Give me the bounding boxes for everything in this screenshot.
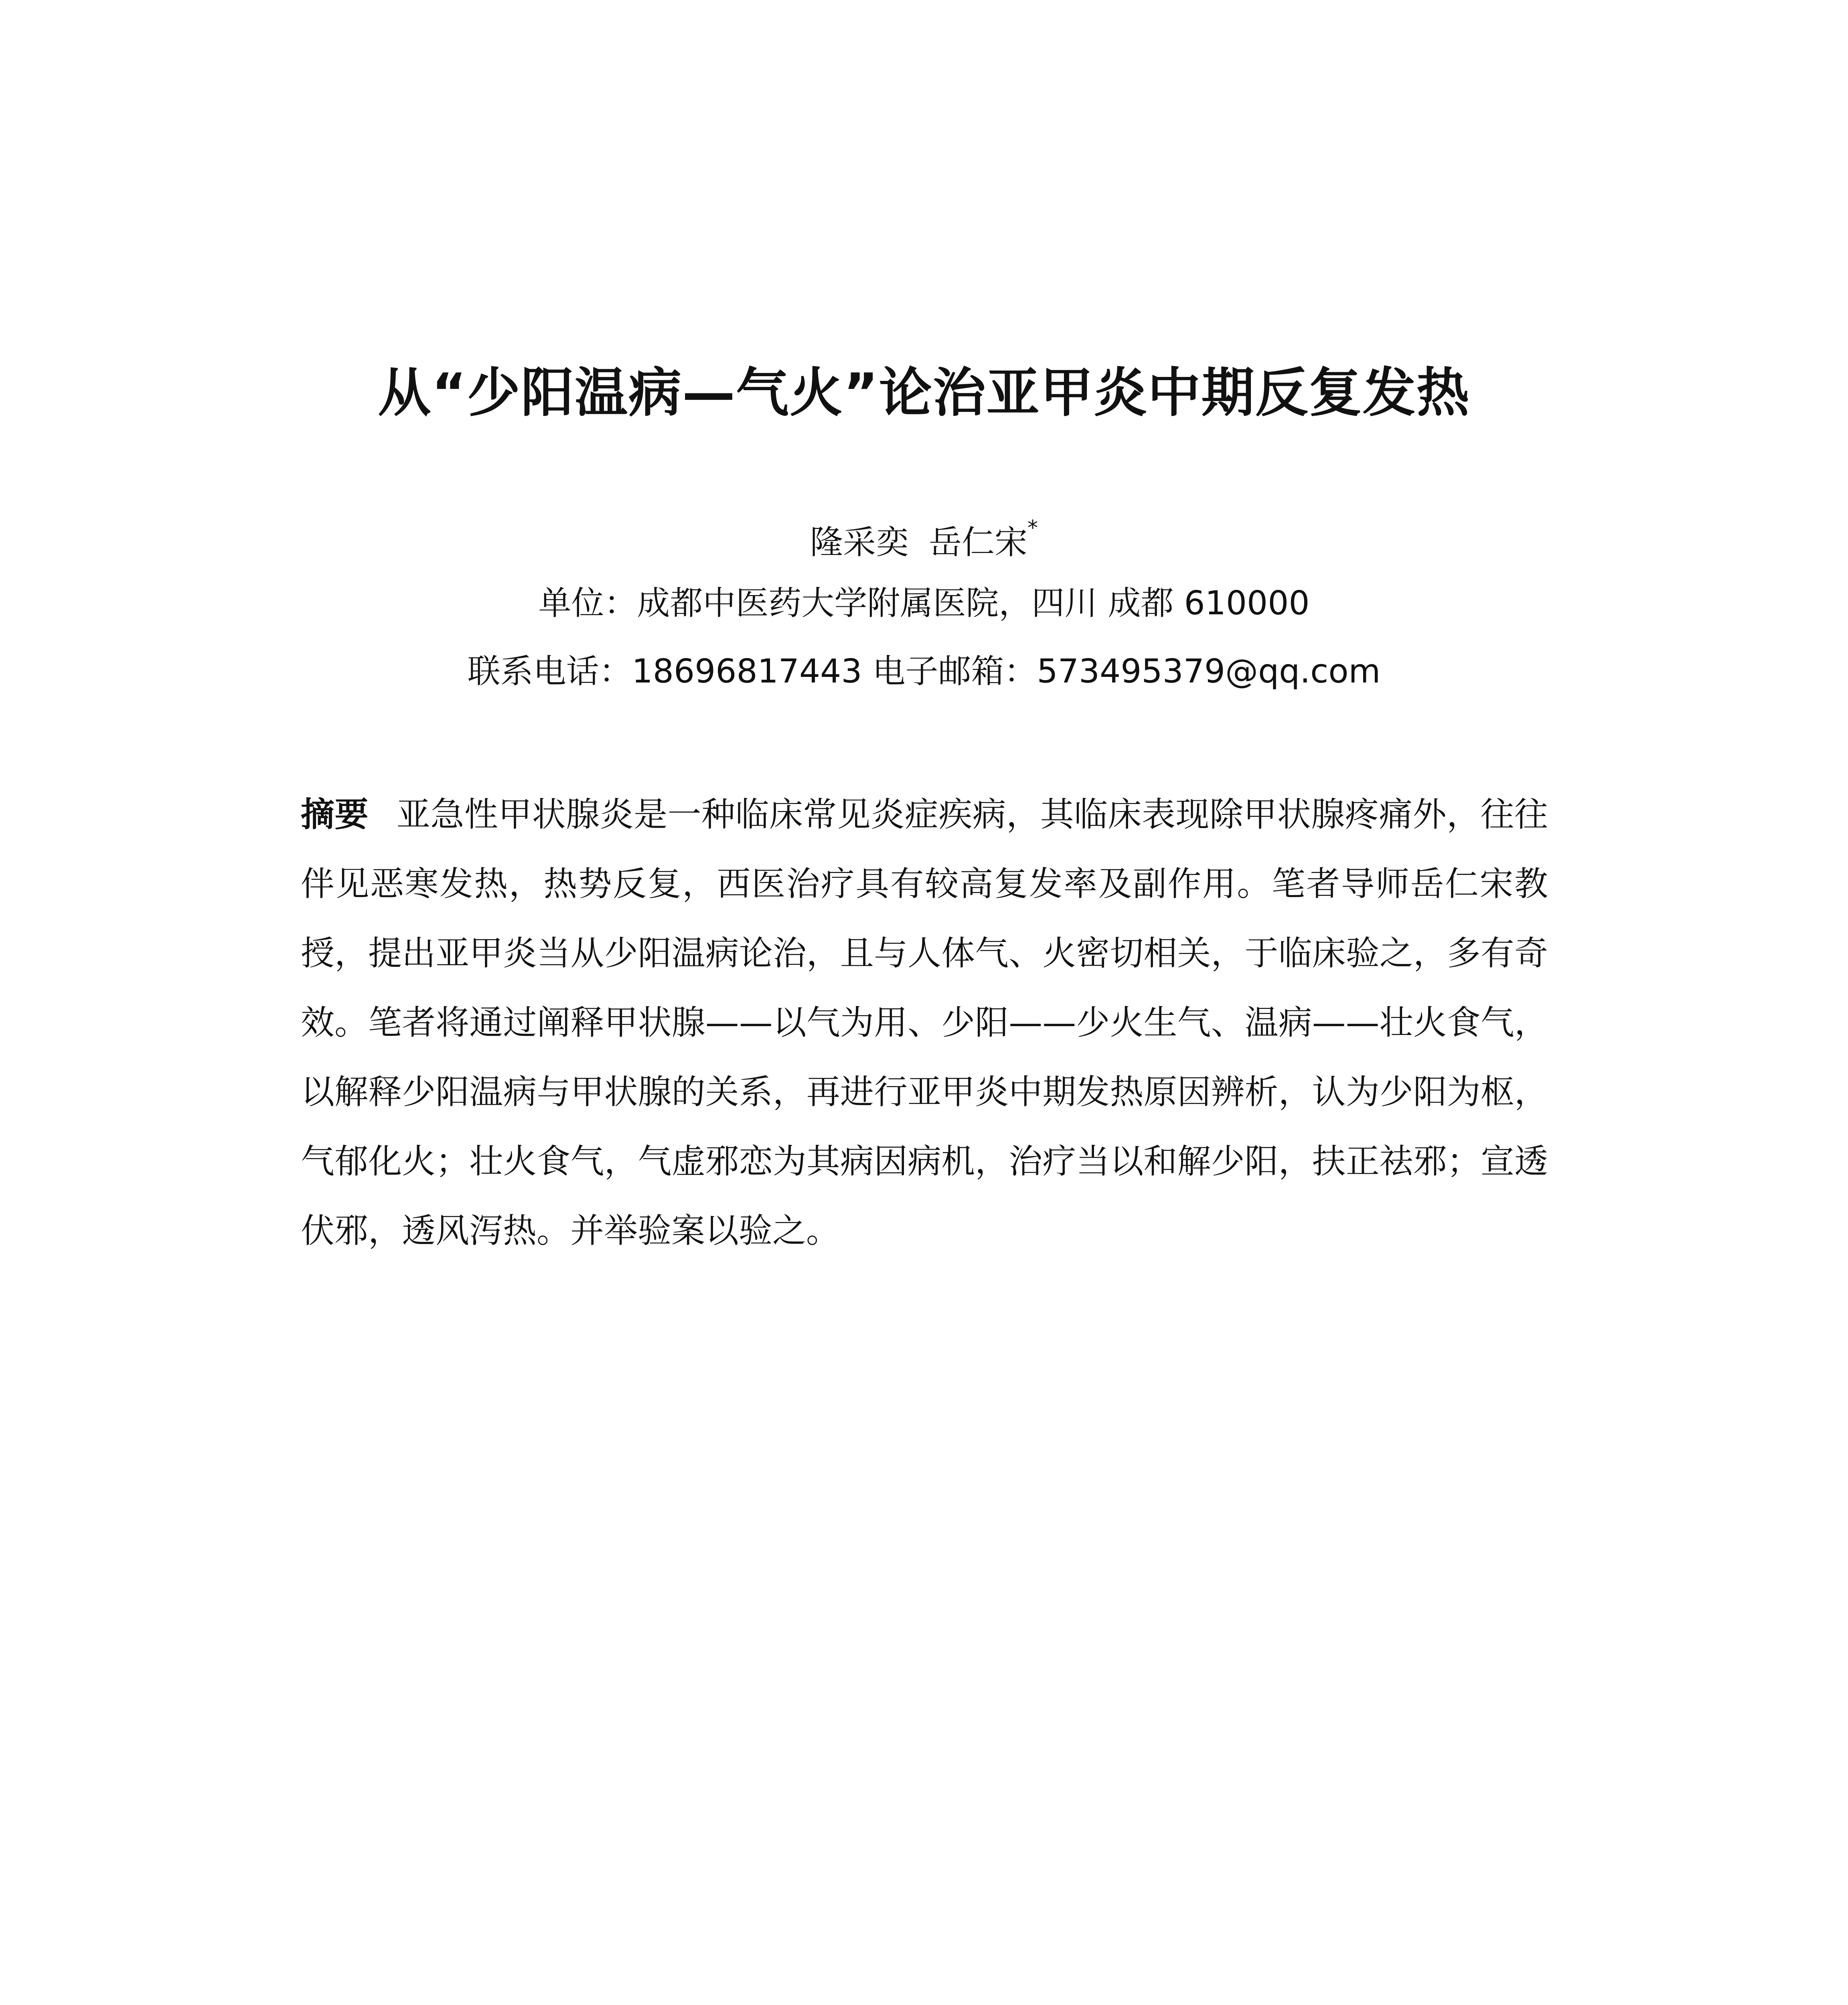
corresponding-author-mark: * <box>1027 516 1038 540</box>
author-name: 隆采奕 <box>810 523 909 562</box>
author-line <box>0 507 1848 571</box>
author-name: 岳仁宋 <box>929 523 1028 562</box>
abstract <box>301 780 1548 1266</box>
affiliation: 单位：成都中医药大学附属医院，四川 成都 610000 <box>538 584 1310 622</box>
paper-title: 从“少阳温病—气火”论治亚甲炎中期反复发热 <box>378 362 1470 424</box>
contact-info: 联系电话：18696817443 电子邮箱：573495379@qq.com <box>467 652 1381 691</box>
abstract-label: 摘要 <box>301 795 369 834</box>
abstract-text: 亚急性甲状腺炎是一种临床常见炎症疾病，其临床表现除甲状腺疼痛外，往往伴见恶寒发热，热势反复，西医治疗具有较高复发率及副作用。笔者导师岳仁宋教授，提出亚甲炎当从少阳温病论治，且与人体气、火密切相关，于临床验之，多有奇效。笔者将通过阐释甲状腺——以气为用、少阳——少火生气、温病——壮火食气，以解释少阳温病与甲状腺的关系，再进行亚甲炎中期发热原因辨析，认为少阳为枢，气郁化火；壮火食气，气虚邪恋为其病因病机，治疗当以和解少阳，扶正祛邪；宣透伏邪，透风泻热。并举验案以验之。 <box>301 795 1548 1250</box>
